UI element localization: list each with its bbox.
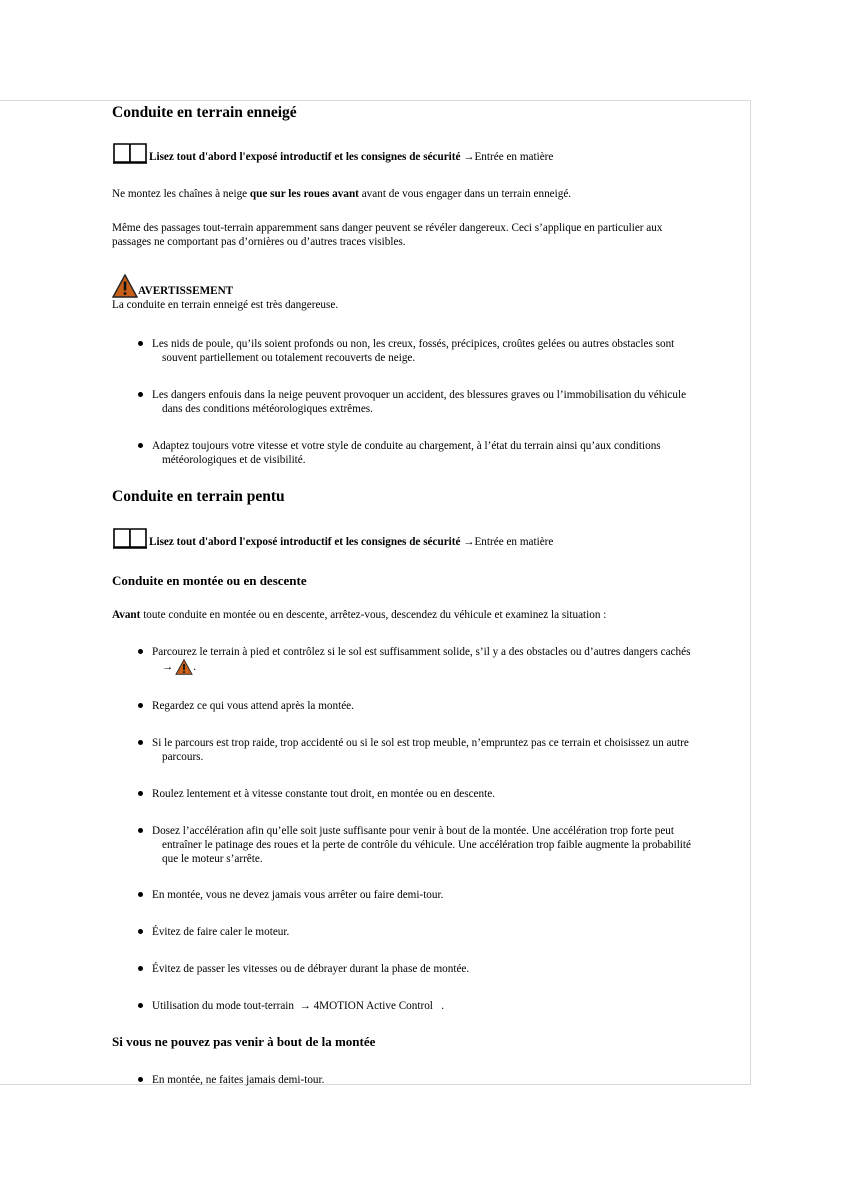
section-title-slope: Conduite en terrain pentu — [112, 488, 285, 505]
bullet-icon — [138, 828, 143, 833]
read-first-text: Lisez tout d'abord l'exposé introductif et les consignes de sécurité — [149, 536, 461, 548]
bullet-icon — [138, 443, 143, 448]
bullet-icon — [138, 1003, 143, 1008]
list-item: Utilisation du mode tout-terrain → 4MOTION Active Control . — [138, 999, 748, 1013]
4motion-link[interactable]: → 4MOTION Active Control — [299, 1000, 433, 1012]
bullet-icon — [138, 1077, 143, 1082]
section-title-snow: Conduite en terrain enneigé — [112, 104, 297, 121]
list-item: Parcourez le terrain à pied et contrôlez si le sol est suffisamment solide, s’il y a des obstacles ou d’autres dangers cachés → . — [138, 645, 748, 675]
intro-link[interactable]: →Entrée en matière — [463, 536, 554, 548]
bullet-icon — [138, 392, 143, 397]
warning-title: AVERTISSEMENT — [138, 285, 234, 297]
list-item: Si le parcours est trop raide, trop accidenté ou si le sol est trop meuble, n’empruntez pas ce terrain et choisissez un autre parcours. — [138, 736, 748, 764]
list-item: Dosez l’accélération afin qu’elle soit juste suffisante pour venir à bout de la montée. Une accélération trop forte peut entraîner le patinage des roues et la perte de contrôle du véhicule. Une accélération trop faible augmente la probabilité que le moteur s’arrête. — [138, 824, 748, 866]
warning-link-arrow[interactable]: → — [162, 661, 174, 673]
paragraph-before: Avant toute conduite en montée ou en descente, arrêtez-vous, descendez du véhicule et examinez la situation : — [112, 609, 607, 621]
book-icon — [112, 142, 148, 164]
bullet-icon — [138, 791, 143, 796]
warning-text: La conduite en terrain enneigé est très dangereuse. — [112, 299, 339, 311]
read-first-note — [112, 527, 553, 549]
paragraph-passages: Même des passages tout-terrain apparemment sans danger peuvent se révéler dangereux. Ceci s’applique en particulier aux passages ne comportant pas d’ornières ou d’autres traces visibles. — [112, 222, 663, 248]
bullet-icon — [138, 966, 143, 971]
list-item: Adaptez toujours votre vitesse et votre style de conduite au chargement, à l’état du terrain ainsi qu’aux conditions météorologiques et de visibilité. — [138, 439, 748, 467]
bullet-icon — [138, 740, 143, 745]
list-item: Roulez lentement et à vitesse constante tout droit, en montée ou en descente. — [138, 787, 748, 801]
warning-triangle-icon[interactable] — [175, 659, 193, 675]
bullet-icon — [138, 892, 143, 897]
subtitle-cannot-climb: Si vous ne pouvez pas venir à bout de la montée — [112, 1034, 376, 1049]
list-item: En montée, vous ne devez jamais vous arrêter ou faire demi-tour. — [138, 888, 748, 902]
bullet-icon — [138, 649, 143, 654]
warning-block — [112, 274, 742, 312]
bullet-icon — [138, 703, 143, 708]
paragraph-chains: Ne montez les chaînes à neige que sur les roues avant avant de vous engager dans un terrain enneigé. — [112, 188, 572, 200]
list-item: Les nids de poule, qu’ils soient profonds ou non, les creux, fossés, précipices, croûtes gelées ou autres obstacles sont souvent partiellement ou totalement recouverts de neige. — [138, 337, 748, 365]
list-item: Regardez ce qui vous attend après la montée. — [138, 699, 748, 713]
subtitle-uphill-downhill: Conduite en montée ou en descente — [112, 573, 307, 588]
bullet-icon — [138, 341, 143, 346]
warning-triangle-icon — [112, 274, 138, 298]
list-item: En montée, ne faites jamais demi-tour. — [138, 1073, 748, 1087]
read-first-text: Lisez tout d'abord l'exposé introductif et les consignes de sécurité — [149, 151, 461, 163]
list-item: Les dangers enfouis dans la neige peuvent provoquer un accident, des blessures graves ou l’immobilisation du véhicule dans des conditions météorologiques extrêmes. — [138, 388, 748, 416]
list-item: Évitez de faire caler le moteur. — [138, 925, 748, 939]
intro-link[interactable]: →Entrée en matière — [463, 151, 554, 163]
list-item: Évitez de passer les vitesses ou de débrayer durant la phase de montée. — [138, 962, 748, 976]
book-icon — [112, 527, 148, 549]
read-first-note — [112, 142, 553, 164]
bullet-icon — [138, 929, 143, 934]
